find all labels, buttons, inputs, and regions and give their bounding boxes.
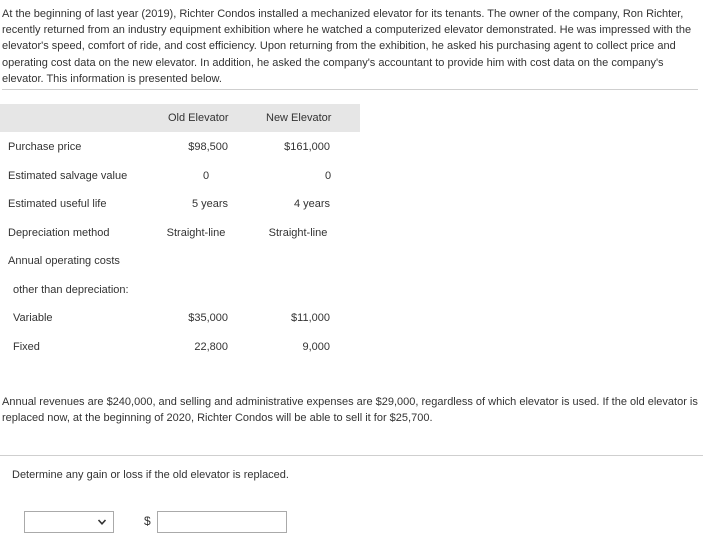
row-label: Purchase price — [8, 141, 82, 153]
row-label: Annual operating costs — [8, 255, 120, 267]
amount-input[interactable] — [157, 511, 287, 533]
problem-outro-text: Annual revenues are $240,000, and selling and administrative expenses are $29,000, regardless of which elevator is used. If the old elevator is replaced now, at the beginning of 2020, Richter Condos will be able to sell it for $25,700. — [2, 396, 698, 425]
new-value: $161,000 — [284, 141, 330, 153]
currency-symbol: $ — [144, 514, 151, 528]
row-label: Estimated useful life — [8, 198, 107, 210]
new-value: 0 — [324, 170, 332, 182]
table-row — [0, 224, 360, 244]
old-value: 5 years — [191, 198, 229, 210]
gain-loss-select[interactable] — [24, 511, 114, 533]
question-section — [0, 455, 703, 554]
row-label: Variable — [13, 312, 53, 324]
header-new-elevator: New Elevator — [266, 112, 332, 124]
old-value: Straight-line — [166, 227, 226, 239]
table-row — [0, 138, 360, 158]
row-label: Depreciation method — [8, 227, 110, 239]
new-value: Straight-line — [268, 227, 328, 239]
table-header — [0, 104, 360, 132]
new-value: 4 years — [293, 198, 331, 210]
question-text: Determine any gain or loss if the old elevator is replaced. — [12, 469, 289, 481]
new-value: 9,000 — [302, 341, 330, 353]
chevron-down-icon — [97, 517, 107, 527]
table-row — [0, 167, 360, 187]
header-old-elevator: Old Elevator — [168, 112, 229, 124]
table-row — [0, 252, 360, 272]
row-label: Fixed — [13, 341, 40, 353]
old-value: $98,500 — [188, 141, 228, 153]
row-label: Estimated salvage value — [8, 170, 128, 182]
table-row — [0, 195, 360, 215]
table-row — [0, 338, 360, 358]
problem-intro-text: At the beginning of last year (2019), Richter Condos installed a mechanized elevator for its tenants. The owner of the company, Ron Richter, recently returned from an industry equipment exhibition where he watched a computerized elevator demonstrated. He was impressed with the elevator's speed, comfort of ride, and cost efficiency. Upon returning from the exhibition, he asked his purchasing agent to collect price and operating cost data on the new elevator. In addition, he asked the company's accountant to provide him with cost data on the company's elevator. This information is presented below. — [2, 6, 698, 90]
new-value: $11,000 — [291, 312, 330, 324]
table-row — [0, 281, 360, 301]
old-value: 0 — [202, 170, 210, 182]
table-row — [0, 309, 360, 329]
row-label: other than depreciation: — [13, 284, 129, 296]
old-value: $35,000 — [188, 312, 228, 324]
old-value: 22,800 — [194, 341, 228, 353]
